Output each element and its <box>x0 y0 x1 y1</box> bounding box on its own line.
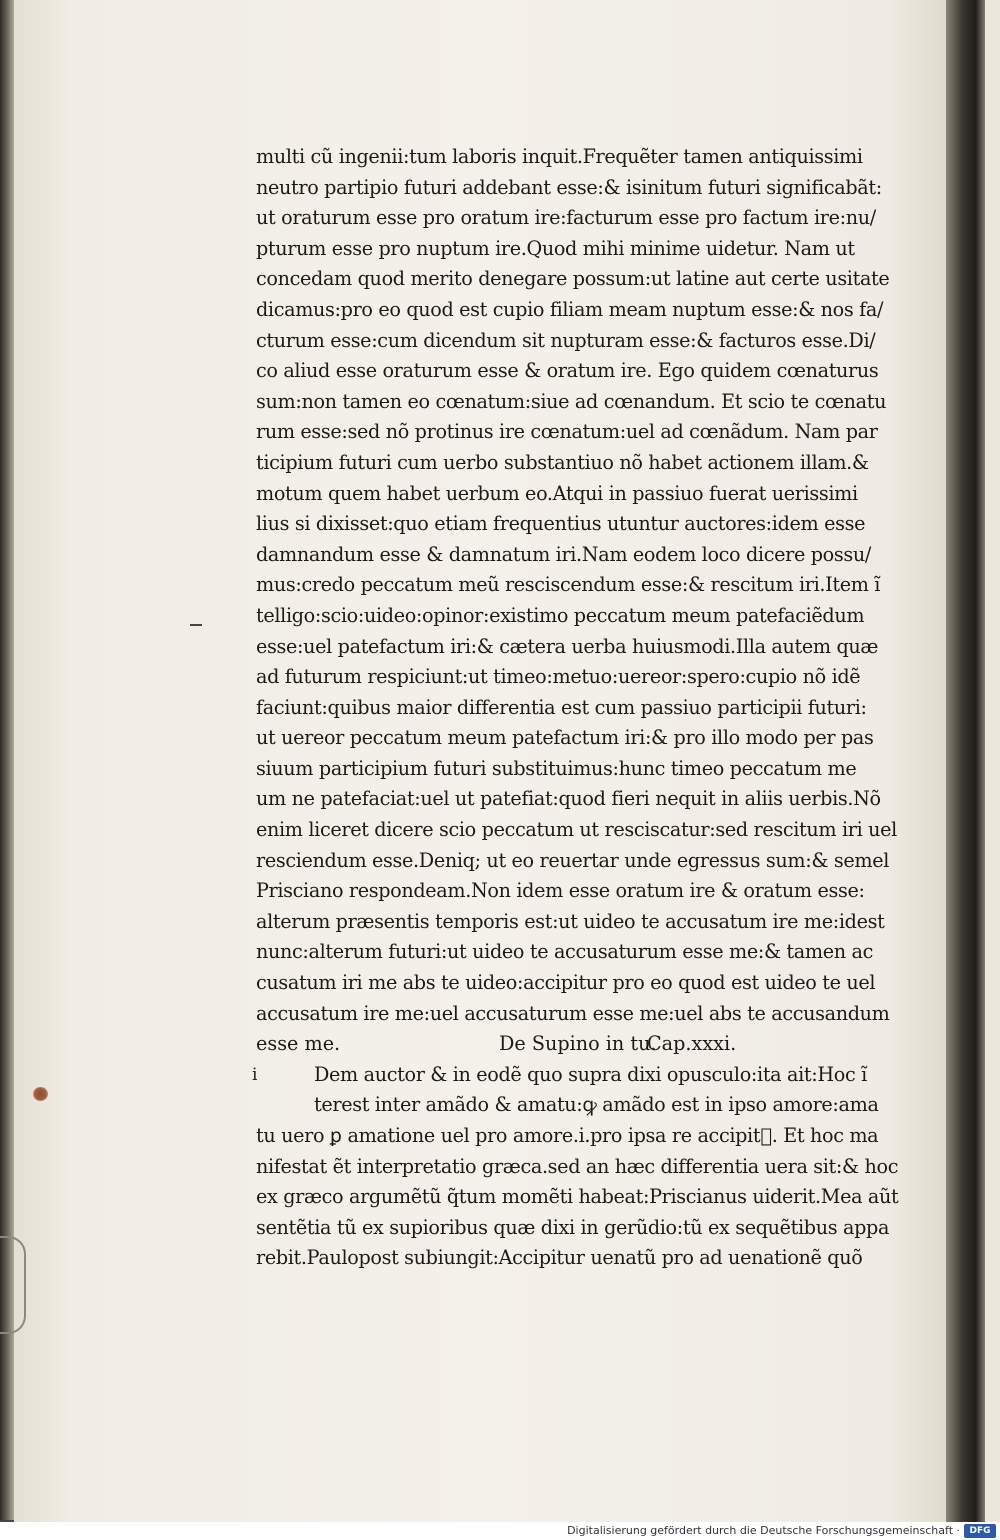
text-line: dicamus:pro eo quod est cupio filiam meam nuptum esse:& nos fa/ <box>256 297 884 321</box>
text-line: lius si dixisset:quo etiam frequentius utuntur auctores:idem esse <box>256 512 866 536</box>
text-line: cusatum iri me abs te uideo:accipitur pro eo quod est uideo te uel <box>256 971 876 995</box>
page-tab-outline <box>0 1236 26 1334</box>
text-line: concedam quod merito denegare possum:ut latine aut certe usitate <box>256 267 890 291</box>
chapter-line-text: Dem auctor & in eodẽ quo supra dixi opusculo:ita ait:Hoc ĩ <box>314 1062 867 1086</box>
paper-stain <box>33 1087 48 1101</box>
chapter-line: terest inter amãdo & amatu:ꝙ amãdo est in ipso amore:ama <box>314 1093 879 1117</box>
chapter-first-line <box>252 1060 906 1091</box>
text-line: Prisciano respondeam.Non idem esse oratum ire & oratum esse: <box>256 879 865 903</box>
text-line: nunc:alterum futuri:ut uideo te accusaturum esse me:& tamen ac <box>256 940 873 964</box>
text-line: neutro partipio futuri addebant esse:& isinitum futuri significabãt: <box>256 175 882 199</box>
facing-page-edge <box>985 0 1000 1522</box>
text-line: ticipium futuri cum uerbo substantiuo nõ habet actionem illam.& <box>256 450 869 474</box>
text-line: accusatum ire me:uel accusaturum esse me:uel abs te accusandum <box>256 1001 890 1025</box>
chapter-line: sentẽtia tũ ex supioribus quæ dixi in gerũdio:tũ ex sequẽtibus appa <box>256 1215 890 1239</box>
chapter-line: ex græco argumẽtũ q̃tum momẽti habeat:Priscianus uiderit.Mea aũt <box>256 1185 899 1209</box>
text-line: um ne patefaciat:uel ut patefiat:quod fieri nequit in aliis uerbis.Nõ <box>256 787 881 811</box>
text-line: motum quem habet uerbum eo.Atqui in passiuo fuerat uerissimi <box>256 481 858 505</box>
dfg-logo: DFG <box>964 1524 996 1538</box>
text-line: telligo:scio:uideo:opinor:existimo peccatum meum patefaciẽdum <box>256 603 865 627</box>
chapter-line: nifestat ẽt interpretatio græca.sed an hæc differentia uera sit:& hoc <box>256 1154 899 1178</box>
text-line: faciunt:quibus maior differentia est cum passiuo participii futuri: <box>256 695 867 719</box>
chapter-line: tu uero ꝑ amatione uel pro amore.i.pro ipsa re accipit᷑. Et hoc ma <box>256 1124 879 1147</box>
closing-words: esse me. <box>256 1032 341 1056</box>
chapter-title: De Supino in tu. <box>499 1032 657 1056</box>
text-line: mus:credo peccatum meũ resciscendum esse:& rescitum iri.Item ĩ <box>256 573 881 597</box>
text-line: sum:non tamen eo cœnatum:siue ad cœnandum. Et scio te cœnatu <box>256 389 887 413</box>
chapter-heading <box>256 1029 906 1060</box>
text-line: multi cũ ingenii:tum laboris inquit.Frequẽter tamen antiquissimi <box>256 145 863 168</box>
margin-mark <box>190 624 202 626</box>
footer-bar <box>0 1522 1000 1540</box>
text-line: alterum præsentis temporis est:ut uideo te accusatum ire me:idest <box>256 909 885 933</box>
text-line: ut uereor peccatum meum patefactum iri:& pro illo modo per pas <box>256 726 874 750</box>
text-line: pturum esse pro nuptum ire.Quod mihi minime uidetur. Nam ut <box>256 236 855 260</box>
chapter-line: rebit.Paulopost subiungit:Accipitur uenatũ pro ad uenationẽ quõ <box>256 1246 863 1270</box>
chapter-number: Cap.xxxi. <box>647 1032 737 1056</box>
text-line: ad futurum respiciunt:ut timeo:metuo:uereor:spero:cupio nõ idẽ <box>256 665 861 689</box>
funding-credit: Digitalisierung gefördert durch die Deutsche Forschungsgemeinschaft · <box>567 1524 960 1537</box>
text-line: rum esse:sed nõ protinus ire cœnatum:uel ad cœnãdum. Nam par <box>256 420 878 444</box>
text-block <box>252 142 906 1274</box>
text-line: resciendum esse.Deniq; ut eo reuertar unde egressus sum:& semel <box>256 848 889 872</box>
text-line: esse:uel patefactum iri:& cætera uerba huiusmodi.Illa autem quæ <box>256 634 879 658</box>
guide-letter: i <box>252 1064 258 1085</box>
text-line: ut oraturum esse pro oratum ire:facturum esse pro factum ire:nu/ <box>256 206 876 230</box>
text-line: co aliud esse oraturum esse & oratum ire. Ego quidem cœnaturus <box>256 359 879 383</box>
text-line: siuum participium futuri substituimus:hunc timeo peccatum me <box>256 756 857 780</box>
text-line: enim liceret dicere scio peccatum ut resciscatur:sed rescitum iri uel <box>256 818 897 842</box>
text-line: damnandum esse & damnatum iri.Nam eodem loco dicere possu/ <box>256 542 871 566</box>
text-line: cturum esse:cum dicendum sit nupturam esse:& facturos esse.Di/ <box>256 328 876 352</box>
